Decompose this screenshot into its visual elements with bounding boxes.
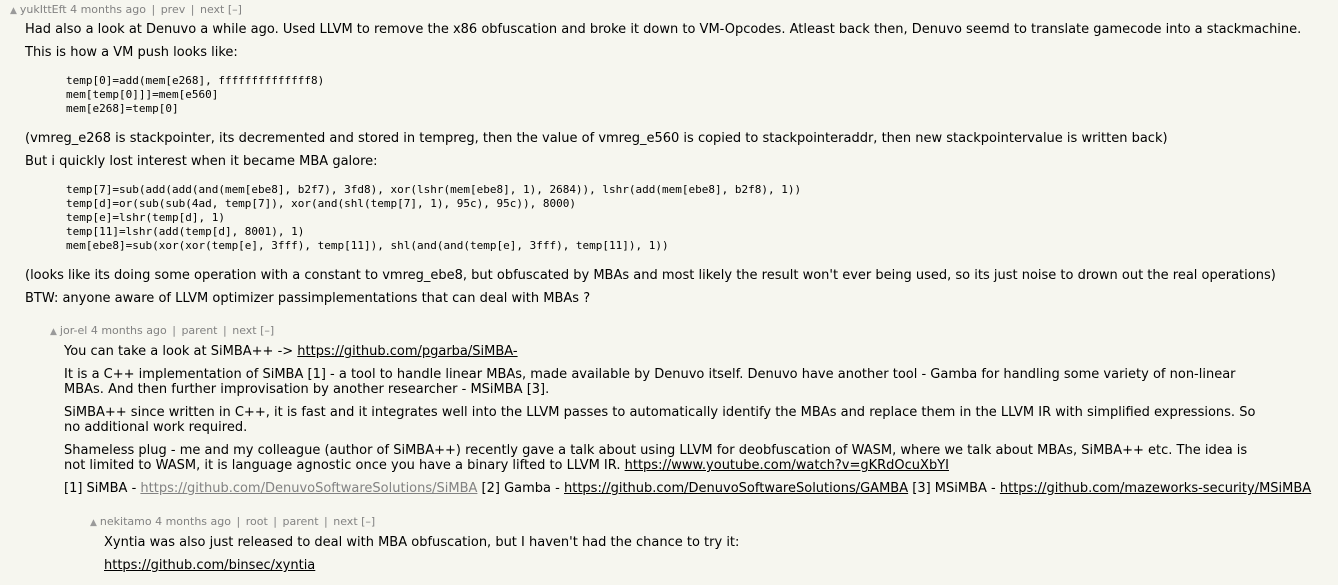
collapse-toggle[interactable]: [–]: [227, 3, 242, 16]
references-paragraph: [64, 481, 1312, 496]
parent-link[interactable]: parent: [181, 324, 218, 337]
comment-body: [104, 535, 1330, 573]
simba-plus-plus-link[interactable]: https://github.com/pgarba/SiMBA-: [297, 344, 518, 359]
next-link[interactable]: next: [232, 324, 257, 337]
upvote-icon[interactable]: ▲: [10, 6, 17, 16]
comment-age[interactable]: 4 months ago: [70, 3, 146, 16]
separator: |: [190, 3, 195, 16]
next-link[interactable]: next: [333, 515, 358, 528]
comment-paragraph: (vmreg_e268 is stackpointer, its decremented and stored in tempreg, then the value of vmreg_e560 is copied to stackpointeraddr, then new stackpointervalue is written back): [25, 131, 1168, 146]
separator: |: [172, 324, 176, 337]
separator: |: [151, 3, 156, 16]
comment-paragraph: [104, 558, 1330, 573]
code-block: temp[0]=add(mem[e268], ffffffffffffff8) mem[temp[0]]]=mem[e560] mem[e268]=temp[0]: [66, 74, 325, 115]
youtube-talk-link[interactable]: https://www.youtube.com/watch?v=gKRdOcuXbYI: [624, 458, 949, 473]
upvote-icon[interactable]: ▲: [90, 518, 97, 528]
separator: |: [324, 515, 328, 528]
comment-author[interactable]: yukIttEft: [19, 3, 67, 16]
comment-header: [90, 515, 1330, 529]
ref-label: [1] SiMBA -: [64, 481, 141, 496]
separator: |: [273, 515, 277, 528]
xyntia-link[interactable]: https://github.com/binsec/xyntia: [104, 558, 316, 573]
comment-age[interactable]: 4 months ago: [90, 324, 167, 337]
comment-yukittteft: [10, 3, 1330, 314]
comment-header: [50, 324, 1330, 338]
separator: |: [223, 324, 227, 337]
comment-paragraph: It is a C++ implementation of SiMBA [1] - a tool to handle linear MBAs, made available by Denuvo itself. Denuvo have another tool - Gamba for handling some variety of non-linear MBAs. And then further improvisation by another researcher - MSiMBA [3].: [64, 367, 1236, 397]
comment-paragraph: But i quickly lost interest when it became MBA galore:: [25, 154, 378, 169]
comment-age[interactable]: 4 months ago: [155, 515, 231, 528]
next-link[interactable]: next: [199, 3, 225, 16]
comment-author[interactable]: jor-el: [59, 324, 88, 337]
comment-author[interactable]: nekitamo: [99, 515, 152, 528]
code-block: temp[7]=sub(add(add(and(mem[ebe8], b2f7), 3fd8), xor(lshr(mem[ebe8], 1), 2684)), lshr(add(mem[ebe8], b2f8), 1)) temp[d]=or(sub(sub(4ad, temp[7]), xor(and(shl(temp[7], 1), 95c), 95c)), 8000) temp[e]=lshr(temp[d], 1) temp[11]=lshr(add(temp[d], 8001), 1) mem[ebe8]=sub(xor(xor(temp[e], 3fff), temp[11]), shl(and(and(temp[e], 3fff), temp[11]), 1)): [66, 183, 802, 252]
collapse-toggle[interactable]: [–]: [361, 515, 376, 528]
comment-paragraph: (looks like its doing some operation with a constant to vmreg_ebe8, but obfuscated by MBAs and most likely the result won't ever being used, so its just noise to drown out the real operations): [25, 268, 1276, 283]
prev-link[interactable]: prev: [160, 3, 186, 16]
ref-label: [3] MSiMBA -: [908, 481, 1000, 496]
ref-label: [2] Gamba -: [477, 481, 564, 496]
gamba-ref-link[interactable]: https://github.com/DenuvoSoftwareSolutions/GAMBA: [563, 481, 909, 496]
comment-body: [25, 22, 1330, 306]
paragraph-text: Shameless plug - me and my colleague (author of SiMBA++) recently gave a talk about using LLVM for deobfuscation of WASM, where we talk about MBAs, SiMBA++ etc. The idea is not limited to WASM, it is language agnostic once you have a binary lifted to LLVM IR.: [64, 443, 1248, 473]
upvote-icon[interactable]: ▲: [50, 327, 57, 337]
comment-paragraph: [64, 443, 1264, 473]
separator: |: [236, 515, 241, 528]
comment-paragraph: SiMBA++ since written in C++, it is fast and it integrates well into the LLVM passes to automatically identify the MBAs and replace them in the LLVM IR with simplified expressions. So no additional work required.: [64, 405, 1256, 435]
comment-body: [64, 344, 1312, 496]
comment-paragraph: Had also a look at Denuvo a while ago. Used LLVM to remove the x86 obfuscation and broke it down to VM-Opcodes. Atleast back then, Denuvo seemd to translate gamecode into a stackmachine.: [25, 22, 1302, 37]
simba-ref-link[interactable]: https://github.com/DenuvoSoftwareSolutions/SiMBA: [140, 481, 478, 496]
root-link[interactable]: root: [245, 515, 268, 528]
comment-paragraph: Xyntia was also just released to deal with MBA obfuscation, but I haven't had the chance to try it:: [104, 535, 740, 550]
paragraph-text: You can take a look at SiMBA++ ->: [64, 344, 298, 359]
comment-nekitamo: [90, 515, 1330, 581]
comment-paragraph: BTW: anyone aware of LLVM optimizer passimplementations that can deal with MBAs ?: [25, 291, 591, 306]
comment-paragraph: This is how a VM push looks like:: [25, 45, 238, 60]
comment-paragraph: [64, 344, 1264, 359]
collapse-toggle[interactable]: [–]: [260, 324, 275, 337]
comment-jor-el: [50, 324, 1330, 504]
comment-header: [10, 3, 1330, 17]
parent-link[interactable]: parent: [282, 515, 319, 528]
msimba-ref-link[interactable]: https://github.com/mazeworks-security/MSiMBA: [999, 481, 1312, 496]
